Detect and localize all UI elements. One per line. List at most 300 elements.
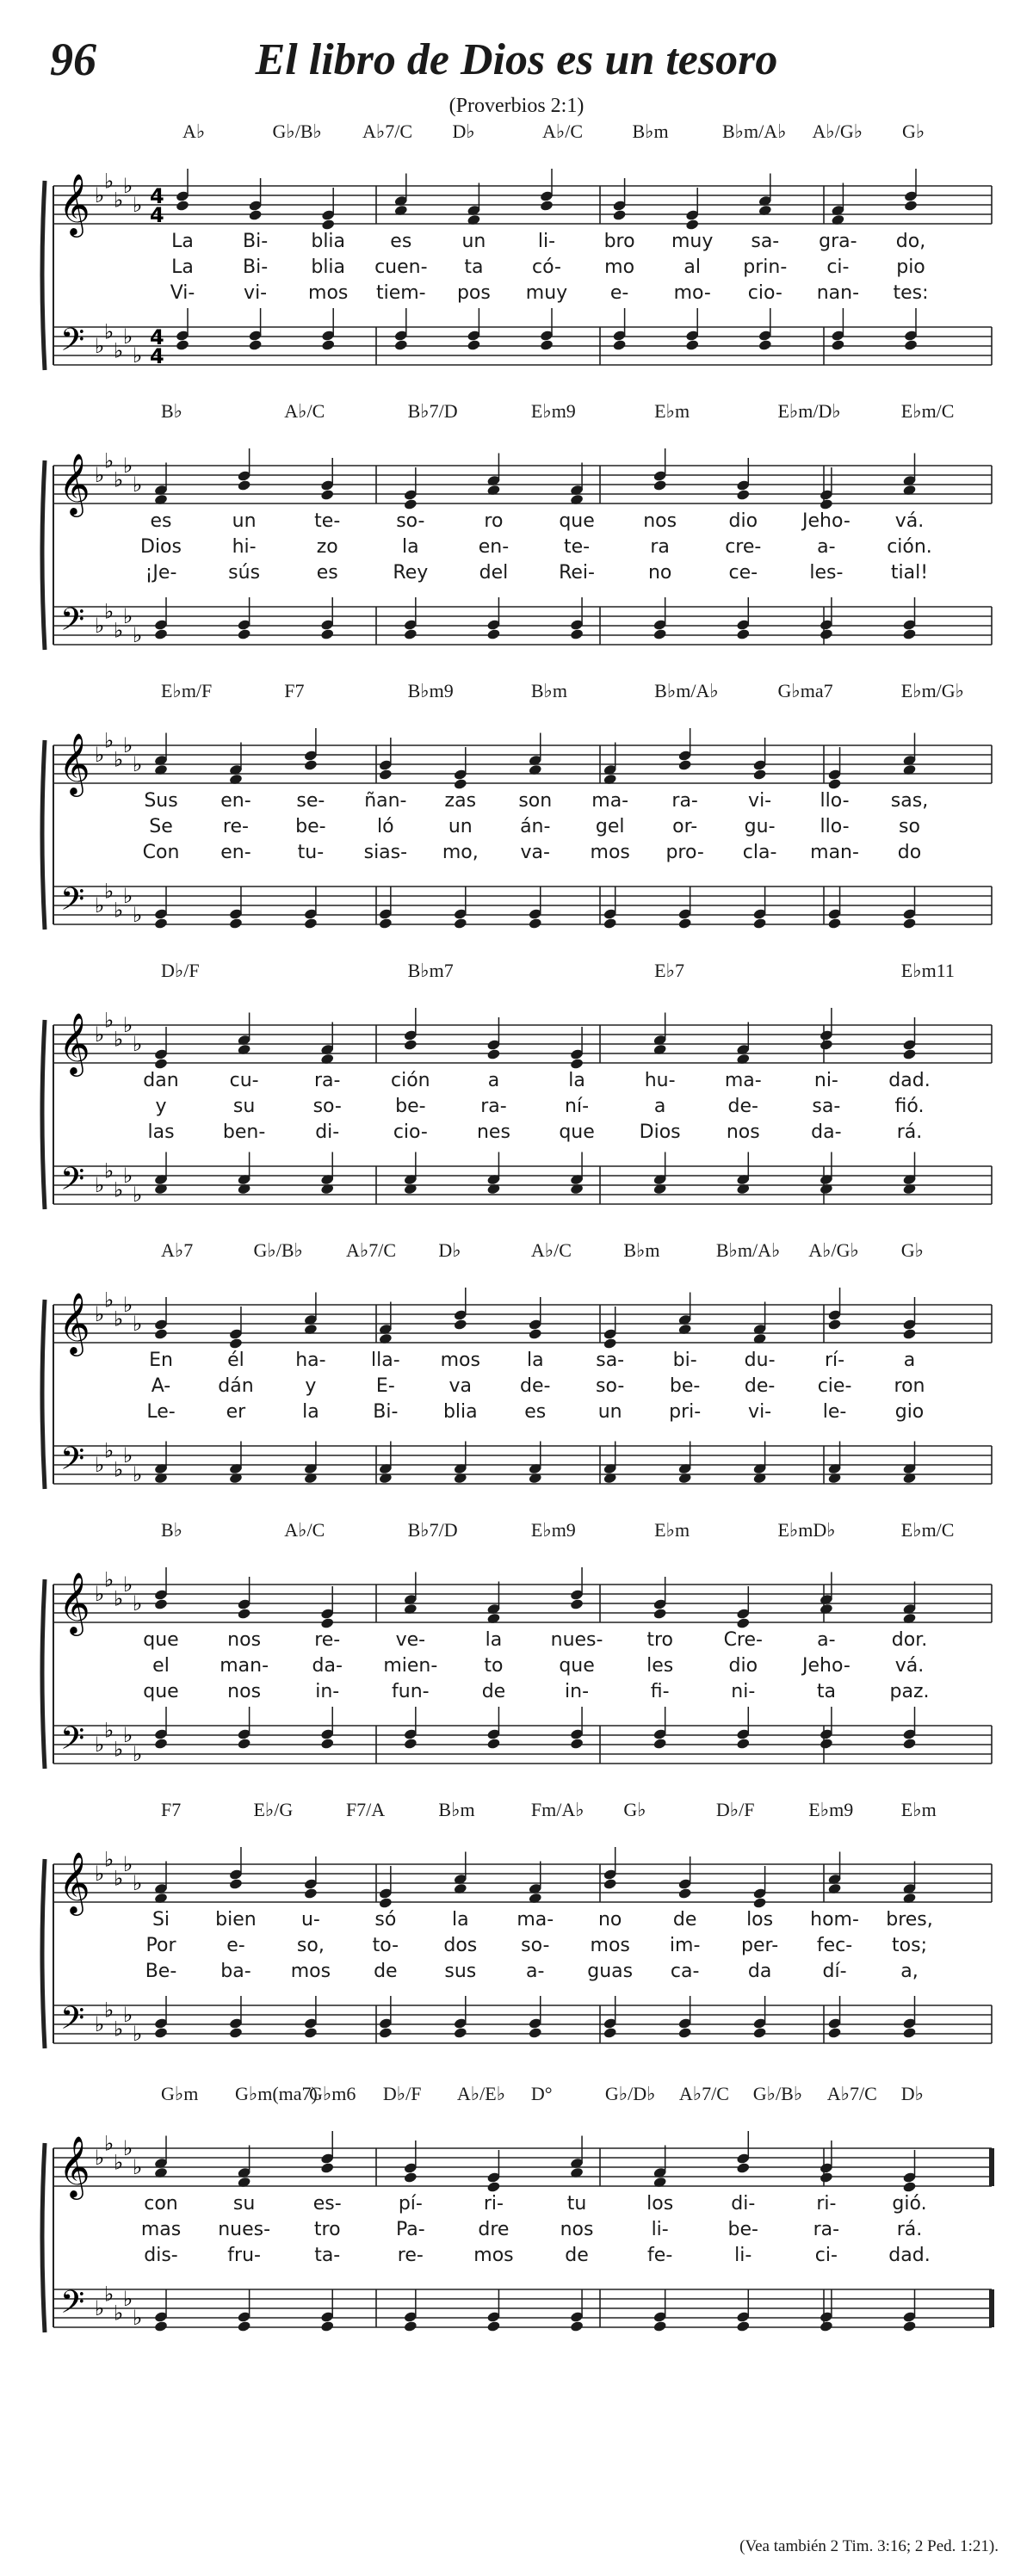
lyric-verse-2: E-	[375, 1375, 395, 1397]
lyric-verse-3: gio	[894, 1401, 925, 1423]
svg-text:♭: ♭	[104, 879, 114, 904]
bass-clef-icon: 𝄢	[60, 2284, 85, 2328]
chord-symbol: A♭/G♭	[812, 120, 863, 142]
lyric-verse-2: de-	[744, 1375, 776, 1397]
svg-text:♭: ♭	[123, 174, 133, 198]
treble-note	[820, 467, 834, 510]
treble-note	[454, 1288, 468, 1331]
chord-symbol: E♭m/C	[900, 1519, 955, 1541]
lyric-verse-1: es	[390, 231, 412, 252]
bass-note	[154, 1996, 169, 2039]
chord-symbol: B♭m	[623, 1239, 660, 1261]
bass-note	[528, 1996, 542, 2039]
lyric-verse-3: a-	[526, 1961, 545, 1982]
lyric-verse-2: tos;	[892, 1935, 927, 1956]
svg-text:♭: ♭	[95, 2296, 105, 2320]
lyric-verse-3: pri-	[669, 1401, 702, 1423]
bass-note	[902, 1996, 917, 2039]
svg-text:♭: ♭	[95, 183, 105, 207]
lyric-verse-2: be-	[727, 2219, 758, 2240]
svg-text:♭: ♭	[133, 343, 143, 368]
chord-symbol: E♭m	[654, 1519, 690, 1541]
lyric-verse-2: a-	[817, 536, 836, 558]
treble-note	[304, 728, 319, 771]
time-signature-bass: 4	[150, 325, 164, 349]
treble-note	[820, 1008, 834, 1051]
lyric-verse-3: da-	[811, 1121, 842, 1143]
treble-note	[154, 1567, 169, 1610]
svg-text:♭: ♭	[133, 1462, 143, 1486]
lyric-verse-3: les-	[809, 562, 844, 584]
chord-symbol: F7/A	[345, 1799, 386, 1820]
svg-text:♭: ♭	[95, 2012, 105, 2036]
svg-text:♭: ♭	[95, 1862, 105, 1886]
chord-symbol: G♭/B♭	[253, 1239, 303, 1261]
system-brace	[42, 181, 45, 370]
svg-text:4: 4	[150, 344, 164, 368]
bass-note	[404, 597, 418, 640]
bass-note	[154, 1152, 169, 1195]
lyric-verse-3: pos	[456, 282, 491, 304]
svg-text:♭: ♭	[123, 1443, 133, 1467]
lyric-verse-2: to	[484, 1655, 504, 1677]
lyric-verse-2: ron	[894, 1375, 925, 1397]
treble-note	[404, 467, 418, 510]
lyric-verse-2: mien-	[383, 1655, 438, 1677]
lyric-verse-1: do,	[895, 231, 926, 252]
bass-note	[570, 597, 585, 640]
bass-staff	[53, 2289, 992, 2327]
svg-text:♭: ♭	[104, 1998, 114, 2023]
svg-text:♭: ♭	[104, 169, 114, 194]
treble-note	[820, 2140, 834, 2184]
svg-text:♭: ♭	[104, 728, 114, 753]
svg-text:♭: ♭	[114, 467, 124, 492]
bass-note	[902, 886, 917, 930]
treble-staff	[53, 2148, 992, 2186]
svg-text:♭: ♭	[123, 2287, 133, 2311]
bass-note	[736, 2289, 751, 2332]
lyric-verse-1: la	[485, 1629, 503, 1651]
lyric-verse-3: es	[524, 1401, 547, 1423]
lyric-verse-1: con	[144, 2193, 178, 2215]
lyric-verse-3: nes	[476, 1121, 510, 1143]
lyric-verse-2: rá.	[896, 2219, 923, 2240]
staff-system	[0, 1519, 1033, 1786]
lyric-verse-2: hi-	[232, 536, 257, 558]
lyric-verse-1: en-	[220, 790, 251, 812]
lyric-verse-3: guas	[587, 1961, 634, 1982]
svg-text:♭: ♭	[114, 1457, 124, 1482]
svg-text:♭: ♭	[114, 1307, 124, 1331]
lyric-verse-3: del	[479, 562, 509, 584]
chord-symbol: E♭mD♭	[777, 1519, 836, 1541]
svg-text:♭: ♭	[123, 2003, 133, 2027]
chord-symbol: B♭m/A♭	[715, 1239, 781, 1261]
treble-note	[736, 1586, 751, 1629]
bass-note	[320, 1152, 335, 1195]
svg-text:♭: ♭	[104, 2131, 114, 2156]
lyric-verse-1: Si	[152, 1909, 170, 1930]
chord-symbol: A♭	[182, 120, 206, 142]
bass-note	[237, 2289, 251, 2332]
chord-symbol: E♭m	[900, 1799, 937, 1820]
hymn-number: 96	[50, 34, 96, 85]
time-signature-treble: 4	[150, 184, 164, 208]
lyric-verse-3: fun-	[392, 1681, 430, 1702]
lyric-verse-1: blia	[311, 231, 346, 252]
chord-symbol: E♭m9	[530, 1519, 576, 1541]
chord-symbol: B♭	[161, 1519, 183, 1541]
system-brace	[42, 740, 45, 930]
lyric-verse-3: muy	[525, 282, 568, 304]
lyric-verse-3: di-	[315, 1121, 340, 1143]
chord-symbol: B♭m	[632, 120, 669, 142]
lyric-verse-2: re-	[222, 816, 249, 837]
chord-symbol: B♭m7	[407, 960, 454, 981]
treble-key-signature	[95, 2132, 142, 2180]
bass-note	[486, 597, 501, 640]
svg-text:♭: ♭	[114, 1027, 124, 1052]
lyric-verse-2: llo-	[820, 816, 850, 837]
lyric-verse-2: pio	[896, 256, 925, 278]
lyric-verse-1: gra-	[819, 231, 857, 252]
treble-key-signature	[95, 1848, 142, 1896]
lyric-verse-3: dad.	[888, 2245, 931, 2266]
lyric-verse-3: fe-	[647, 2245, 673, 2266]
lyric-verse-2: mo	[604, 256, 635, 278]
bass-note	[603, 1442, 617, 1485]
system-3	[0, 680, 1033, 947]
lyric-verse-3: er	[226, 1401, 246, 1423]
svg-text:♭: ♭	[95, 743, 105, 767]
svg-text:♭: ♭	[133, 2155, 143, 2179]
svg-text:♭: ♭	[114, 188, 124, 213]
treble-note	[154, 1027, 169, 1070]
lyric-verse-1: Cre-	[723, 1629, 763, 1651]
lyric-verse-3: da	[747, 1961, 772, 1982]
chord-symbol: A♭/C	[542, 120, 584, 142]
bass-note	[404, 1707, 418, 1750]
svg-text:♭: ♭	[133, 193, 143, 217]
svg-text:♭: ♭	[95, 1582, 105, 1606]
treble-note	[320, 458, 335, 501]
treble-note	[237, 448, 251, 491]
bass-note	[904, 308, 919, 351]
treble-note	[379, 738, 393, 781]
lyric-verse-2: ra	[650, 536, 670, 558]
bass-note	[486, 1152, 501, 1195]
treble-note	[603, 1847, 617, 1890]
lyric-verse-3: fru-	[227, 2245, 261, 2266]
lyric-verse-3: no	[647, 562, 672, 584]
lyric-verse-2: su	[232, 1096, 256, 1117]
chord-symbol: B♭	[161, 400, 183, 422]
lyric-verse-2: gu-	[744, 816, 776, 837]
lyric-verse-2: án-	[520, 816, 551, 837]
system-6	[0, 1519, 1033, 1786]
lyric-verse-2: vá.	[894, 1655, 925, 1677]
lyric-verse-1: ro	[484, 510, 504, 532]
lyric-verse-1: li-	[537, 231, 556, 252]
treble-note	[736, 2131, 751, 2174]
treble-note	[902, 1297, 917, 1340]
lyric-verse-1: que	[143, 1629, 179, 1651]
treble-note	[570, 1027, 585, 1070]
svg-text:♭: ♭	[95, 2146, 105, 2170]
staff-system	[0, 960, 1033, 1226]
chord-symbol: B♭m9	[407, 680, 454, 701]
lyric-verse-2: blia	[311, 256, 346, 278]
chord-symbol: B♭m	[438, 1799, 475, 1820]
chord-symbol: D♭	[438, 1239, 461, 1261]
lyric-verse-3: ta-	[314, 2245, 341, 2266]
lyric-verse-1: muy	[671, 231, 714, 252]
system-brace	[42, 460, 45, 650]
lyric-verse-3: rá.	[896, 1121, 923, 1143]
lyric-verse-3: ba-	[220, 1961, 251, 1982]
lyric-verse-1: ma-	[516, 1909, 554, 1930]
chord-symbol: D♭/F	[382, 2083, 422, 2104]
bass-note	[237, 1152, 251, 1195]
bass-note	[820, 597, 834, 640]
lyric-verse-2: ta	[464, 256, 484, 278]
lyric-verse-2: y	[305, 1375, 317, 1397]
svg-text:♭: ♭	[133, 752, 143, 776]
lyric-verse-3: de	[565, 2245, 589, 2266]
treble-note	[677, 1856, 692, 1900]
lyric-verse-1: se-	[296, 790, 325, 812]
treble-staff	[53, 186, 992, 224]
lyric-verse-1: dio	[728, 510, 758, 532]
lyric-verse-1: la	[526, 1350, 544, 1371]
lyric-verse-1: los	[746, 1909, 774, 1930]
svg-text:♭: ♭	[104, 1567, 114, 1592]
bass-note	[752, 1996, 767, 2039]
lyric-verse-2: ra-	[813, 2219, 840, 2240]
treble-note	[248, 178, 263, 221]
scripture-reference: (Proverbios 2:1)	[448, 95, 585, 117]
bass-note	[736, 1707, 751, 1750]
treble-note	[176, 169, 190, 212]
lyric-verse-2: da-	[312, 1655, 343, 1677]
lyric-verse-1: vá.	[894, 510, 925, 532]
chord-symbol: F7	[161, 1799, 182, 1820]
bass-note	[736, 597, 751, 640]
treble-note	[752, 1866, 767, 1909]
chord-symbol: A♭7/C	[345, 1239, 396, 1261]
treble-note	[612, 178, 627, 221]
chord-symbol: E♭m/G♭	[900, 680, 965, 701]
lyric-verse-2: so,	[296, 1935, 325, 1956]
chord-symbol: G♭m(ma7)	[234, 2083, 318, 2104]
svg-text:♭: ♭	[95, 893, 105, 917]
lyric-verse-3: nos	[227, 1681, 262, 1702]
lyric-verse-1: bien	[215, 1909, 257, 1930]
lyric-verse-3: ta	[816, 1681, 836, 1702]
hymn-title: El libro de Dios es un tesoro	[255, 35, 778, 84]
lyric-verse-2: de-	[727, 1096, 758, 1117]
system-7	[0, 1799, 1033, 2066]
lyric-verse-1: sa-	[596, 1350, 625, 1371]
lyric-verse-3: in-	[565, 1681, 590, 1702]
lyric-verse-2: fió.	[894, 1096, 925, 1117]
bass-note	[752, 1442, 767, 1485]
svg-text:♭: ♭	[95, 614, 105, 638]
bass-note	[404, 2289, 418, 2332]
bass-note	[379, 1442, 393, 1485]
bass-note	[229, 1996, 244, 2039]
lyric-verse-2: en-	[478, 536, 510, 558]
bass-note	[321, 308, 336, 351]
footnote: (Vea también 2 Tim. 3:16; 2 Ped. 1:21).	[739, 2537, 999, 2555]
lyric-verse-2: Por	[145, 1935, 176, 1956]
lyric-verse-1: sas,	[890, 790, 929, 812]
lyric-verse-1: Sus	[144, 790, 178, 812]
lyric-verse-1: a	[903, 1350, 916, 1371]
svg-text:♭: ♭	[123, 1723, 133, 1747]
svg-text:♭: ♭	[95, 1453, 105, 1477]
svg-text:♭: ♭	[104, 448, 114, 473]
lyric-verse-3: Con	[142, 842, 180, 863]
lyric-verse-3: blia	[442, 1401, 478, 1423]
chord-symbol: G♭m	[161, 2083, 199, 2104]
staff-system	[0, 680, 1033, 947]
bass-note	[736, 1152, 751, 1195]
bass-note	[248, 308, 263, 351]
lyric-verse-1: los	[646, 2193, 674, 2215]
bass-note	[320, 1707, 335, 1750]
svg-text:♭: ♭	[104, 319, 114, 344]
bass-note	[394, 308, 409, 351]
lyric-verse-1: ma-	[724, 1070, 762, 1091]
lyric-verse-1: mos	[440, 1350, 480, 1371]
treble-clef-icon: 𝄞	[59, 732, 90, 794]
treble-note	[237, 1577, 251, 1620]
lyric-verse-1: cu-	[229, 1070, 259, 1091]
bass-note	[379, 1996, 393, 2039]
chord-symbol: A♭7	[161, 1239, 194, 1261]
svg-text:♭: ♭	[104, 1438, 114, 1463]
lyric-verse-1: te-	[314, 510, 341, 532]
chord-symbol: E♭m/F	[161, 680, 213, 701]
chord-symbol: D°	[530, 2083, 553, 2104]
lyric-verse-1: só	[374, 1909, 397, 1930]
lyric-verse-1: pí-	[398, 2193, 423, 2215]
lyric-verse-1: hu-	[644, 1070, 676, 1091]
chord-symbol: G♭/B♭	[272, 120, 322, 142]
lyric-verse-2: cie-	[817, 1375, 852, 1397]
lyric-verse-3: de	[481, 1681, 506, 1702]
lyric-verse-2: cuen-	[374, 256, 428, 278]
bass-note	[570, 1707, 585, 1750]
treble-staff	[53, 1585, 992, 1622]
system-8	[0, 2083, 1033, 2350]
svg-text:4: 4	[150, 203, 164, 227]
bass-note	[570, 2289, 585, 2332]
bass-note	[603, 1996, 617, 2039]
lyric-verse-3: vi-	[748, 1401, 772, 1423]
lyric-verse-3: dí-	[822, 1961, 847, 1982]
treble-clef-icon: 𝄞	[59, 452, 90, 515]
system-brace	[42, 1859, 45, 2048]
bass-note	[154, 597, 169, 640]
svg-text:♭: ♭	[114, 2017, 124, 2042]
treble-key-signature	[95, 1288, 142, 1337]
chord-symbol: E♭m9	[808, 1799, 854, 1820]
svg-text:♭: ♭	[133, 623, 143, 647]
lyric-verse-3: sias-	[363, 842, 408, 863]
lyric-verse-3: un	[597, 1401, 622, 1423]
lyric-verse-1: bres,	[886, 1909, 933, 1930]
treble-note	[677, 728, 692, 771]
bass-note	[540, 308, 554, 351]
svg-text:♭: ♭	[114, 1737, 124, 1762]
chord-symbol: G♭/B♭	[752, 2083, 803, 2104]
lyric-verse-3: mos	[290, 1961, 331, 1982]
treble-key-signature	[95, 1009, 142, 1057]
treble-note	[154, 1297, 169, 1340]
system-brace	[42, 1300, 45, 1489]
chord-symbol: E♭m9	[530, 400, 576, 422]
lyric-verse-2: un	[448, 816, 473, 837]
bass-note	[570, 1152, 585, 1195]
bass-clef-icon: 𝄢	[60, 2000, 85, 2044]
lyric-verse-2: les	[646, 1655, 674, 1677]
svg-text:♭: ♭	[95, 1022, 105, 1047]
lyric-verse-2: fec-	[816, 1935, 853, 1956]
svg-text:♭: ♭	[104, 599, 114, 624]
lyric-verse-3: ci-	[814, 2245, 838, 2266]
bass-note	[820, 1152, 834, 1195]
lyric-verse-1: dan	[143, 1070, 179, 1091]
lyric-verse-1: la	[452, 1909, 469, 1930]
treble-clef-icon: 𝄞	[59, 2134, 90, 2197]
svg-text:♭: ♭	[123, 1013, 133, 1037]
svg-text:♭: ♭	[133, 1871, 143, 1895]
chord-symbol: A♭/C	[284, 400, 325, 422]
lyric-verse-3: mos	[590, 842, 630, 863]
system-brace	[42, 2143, 45, 2332]
bass-note	[902, 597, 917, 640]
lyric-verse-3: la	[302, 1401, 319, 1423]
bass-note	[831, 308, 845, 351]
svg-text:♭: ♭	[133, 1183, 143, 1207]
lyric-verse-2: Bi-	[243, 256, 269, 278]
lyric-verse-2: per-	[741, 1935, 779, 1956]
svg-text:♭: ♭	[114, 2150, 124, 2175]
svg-text:♭: ♭	[95, 1733, 105, 1757]
bass-note	[528, 886, 542, 930]
treble-note	[685, 188, 700, 231]
lyric-verse-3: Rey	[393, 562, 429, 584]
lyric-verse-2: Jeho-	[801, 1655, 851, 1677]
svg-text:♭: ♭	[104, 1718, 114, 1743]
lyric-verse-2: prin-	[743, 256, 788, 278]
staff-system	[0, 120, 1033, 387]
lyric-verse-3: Le-	[146, 1401, 176, 1423]
lyric-verse-3: tes:	[893, 282, 929, 304]
treble-key-signature	[95, 729, 142, 777]
svg-text:♭: ♭	[123, 1852, 133, 1876]
chord-symbol: D♭	[452, 120, 475, 142]
svg-text:♭: ♭	[133, 473, 143, 497]
chord-symbol: G♭	[623, 1799, 646, 1820]
chord-symbol: B♭m/A♭	[654, 680, 719, 701]
lyric-verse-2: y	[155, 1096, 167, 1117]
lyric-verse-1: vi-	[748, 790, 772, 812]
bass-staff	[53, 1446, 992, 1484]
